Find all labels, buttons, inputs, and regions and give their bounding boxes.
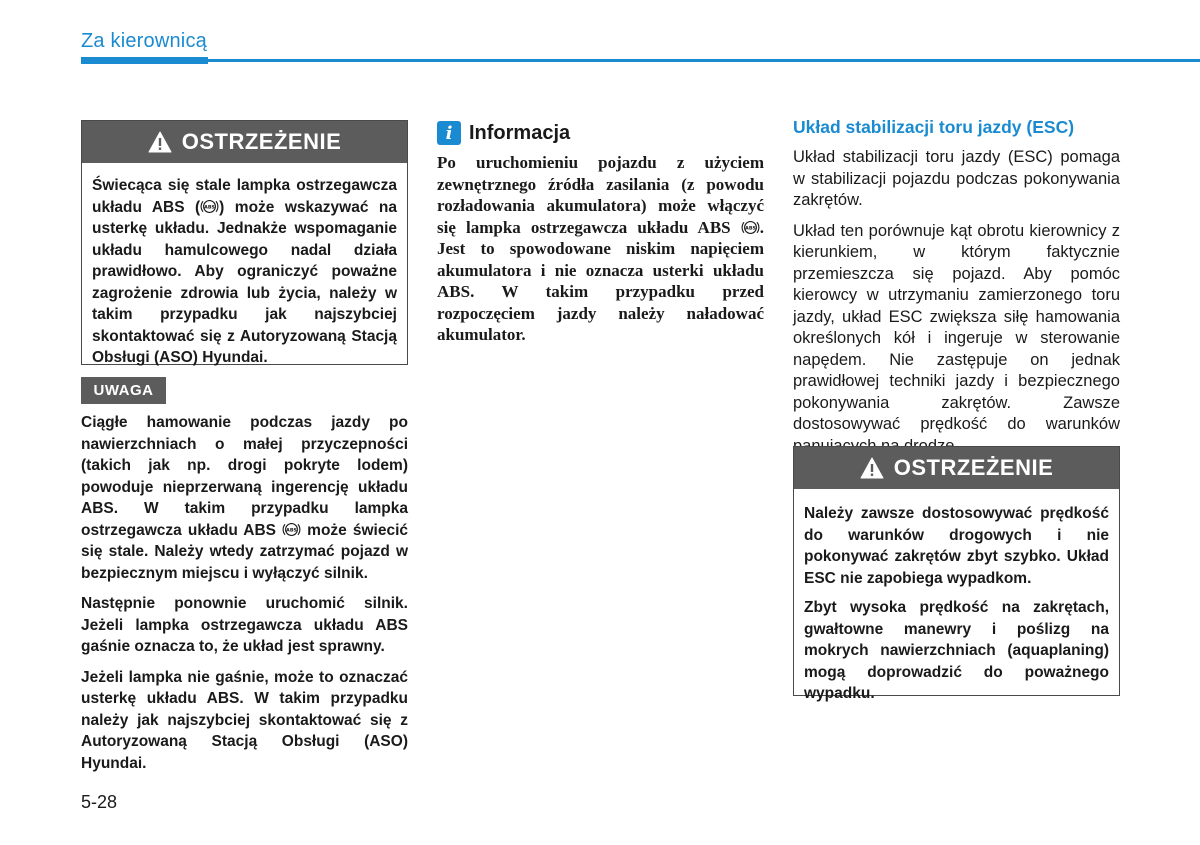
header-rule [81, 59, 1200, 62]
info-text [437, 152, 764, 346]
caution-badge: UWAGA [81, 377, 166, 404]
abs-icon-label: ABS [744, 225, 756, 231]
abs-warning-icon [282, 520, 301, 539]
header-rule-accent [81, 57, 208, 64]
warning-header [794, 447, 1119, 489]
warning-header [82, 121, 407, 163]
warning-body [82, 163, 407, 379]
abs-icon-label: ABS [286, 527, 297, 533]
caution-paragraph-2: Następnie ponownie uruchomić silnik. Jeżeli lampka ostrzegawcza układu ABS gaśnie oznacza to, że układ jest sprawny. [81, 595, 408, 655]
caution-text [81, 412, 408, 783]
info-text-part: . Jest to spowodowane niskim napięciem akumulatora i nie oznacza usterki układu ABS. W takim przypadku przed rozpoczęciem jazdy należy naładować akumulator. [437, 217, 764, 344]
warning-triangle-icon [148, 131, 172, 153]
esc-paragraph-1: Układ stabilizacji toru jazdy (ESC) pomaga w stabilizacji pojazdu podczas pokonywania zakrętów. [793, 148, 1120, 209]
abs-warning-icon [200, 197, 219, 216]
info-text-part: Po uruchomieniu pojazdu z użyciem zewnętrznego źródła zasilania (z powodu rozładowania akumulatora) może włączyć się lampka ostrzegawcza układu ABS [437, 153, 764, 237]
page-number: 5-28 [81, 792, 118, 812]
warning-text-part: Świecąca się stale lampka ostrzegawcza układu ABS ( [92, 177, 397, 216]
warning-paragraph-1: Należy zawsze dostosowywać prędkość do warunków drogowych i nie pokonywać zakrętów zbyt szybko. Układ ESC nie zapobiega wypadkom. [804, 505, 1109, 587]
warning-triangle-icon [860, 457, 884, 479]
warning-box-esc [793, 446, 1120, 702]
esc-paragraph-2: Układ ten porównuje kąt obrotu kierownicy z kierunkiem, w którym faktycznie przemieszcza się pojazd. Aby pomóc kierowcy w utrzymaniu zamierzonego toru jazdy, układ ESC zwiększa siłę hamowania określonych kół i ingeruje w sterowanie napędem. Nie zastępuje on jednak prawidłowej techniki jazdy i bezpiecznego pokonywania zakrętów. Zawsze dostosowywać prędkość do warunków [793, 221, 1120, 433]
abs-warning-icon [741, 218, 760, 237]
warning-box-abs [81, 120, 408, 365]
info-icon: i [437, 121, 461, 145]
warning-text-part: ) może wskazywać na usterkę układu. Jednakże wspomaganie układu hamulcowego nadal działa prawidłowo. Aby ograniczyć poważne zagrożenie zdrowia lub życia, należy w takim przypadku jak najszybciej skontaktować się z Autoryzowaną Stacją Obsługi (ASO) Hyundai. [92, 198, 397, 366]
esc-heading: Układ stabilizacji toru jazdy (ESC) [793, 117, 1075, 137]
caution-text-part: może świecić się stale. Należy wtedy zatrzymać pojazd w bezpiecznym miejscu i wyłączyć silnik. [81, 521, 408, 582]
info-title: Informacja [469, 121, 571, 144]
warning-paragraph-2: Zbyt wysoka prędkość na zakrętach, gwałtowne manewry i poślizg na mokrych nawierzchniach (aquaplaning) mogą doprowadzić do poważnego wypadku. [804, 599, 1109, 702]
esc-text [793, 147, 1120, 466]
caution-paragraph-1 [81, 412, 408, 584]
info-header [437, 121, 570, 145]
warning-title: OSTRZEŻENIE [893, 455, 1054, 480]
warning-title: OSTRZEŻENIE [181, 129, 342, 154]
warning-paragraph [92, 175, 397, 369]
caution-text-part: Ciągłe hamowanie podczas jazdy po nawierzchniach o małej przyczepności (takich jak np. drogi pokryte lodem) powoduje nieprzerwaną ingerencję układu ABS. W takim przypadku lampka ostrzegawcza układu ABS [81, 414, 408, 539]
warning-body [794, 489, 1119, 715]
caution-paragraph-3: Jeżeli lampka nie gaśnie, może to oznaczać usterkę układu ABS. W takim przypadku należy jak najszybciej skontaktować się z Autoryzowaną Stacją Obsługi (ASO) Hyundai. [81, 668, 408, 772]
abs-icon-label: ABS [204, 204, 216, 210]
section-title: Za kierownicą [81, 30, 207, 52]
